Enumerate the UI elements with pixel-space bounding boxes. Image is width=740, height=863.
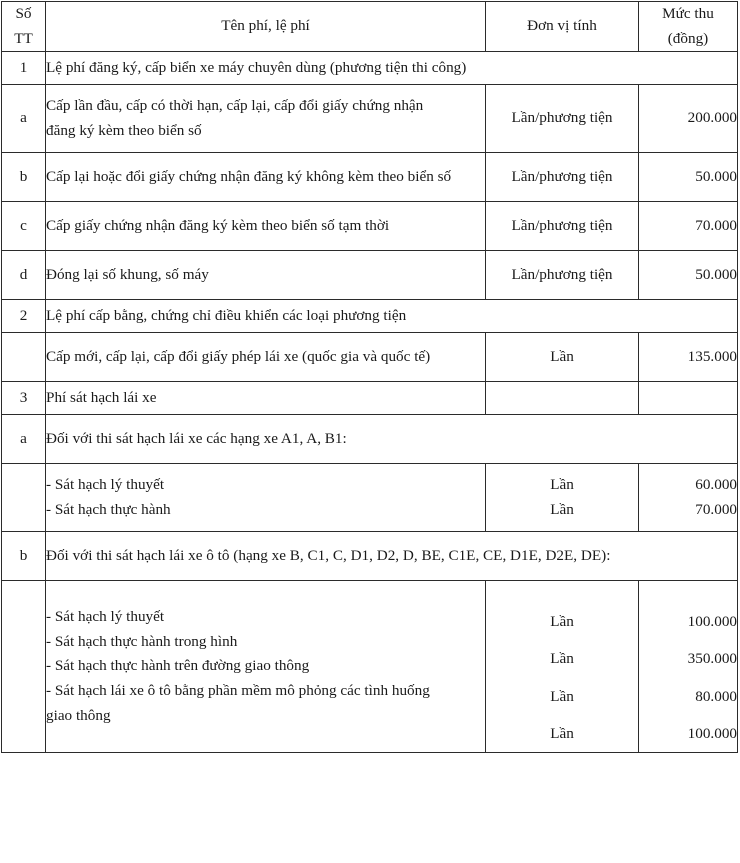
header-cell-amount	[639, 2, 738, 52]
row-stt: a	[2, 85, 46, 153]
row-stt: 1	[2, 52, 46, 85]
header-amount-line1: Mức thu	[662, 5, 714, 22]
table-row-3b-items	[2, 581, 738, 753]
row-unit-item: Lần	[550, 500, 574, 518]
row-name: Lệ phí đăng ký, cấp biển xe máy chuyên dùng (phương tiện thi công)	[46, 52, 738, 85]
row-amount: 50.000	[639, 251, 738, 300]
table-header	[2, 2, 738, 52]
table-row-1d	[2, 251, 738, 300]
row-unit: Lần/phương tiện	[486, 153, 639, 202]
row-stt: c	[2, 202, 46, 251]
row-stt: 2	[2, 300, 46, 333]
row-name: Đóng lại số khung, số máy	[46, 251, 486, 300]
row-amount	[639, 581, 738, 753]
row-amount-item: 80.000	[695, 687, 737, 705]
row-amount-item: 100.000	[687, 724, 737, 742]
row-unit: Lần/phương tiện	[486, 85, 639, 153]
table-row-3b	[2, 532, 738, 581]
row-name-item: - Sát hạch thực hành trong hình	[46, 632, 238, 650]
row-name-item: - Sát hạch lý thuyết	[46, 476, 165, 494]
row-unit	[486, 464, 639, 532]
row-unit	[486, 581, 639, 753]
row-name-item: - Sát hạch thực hành trên đường giao thông	[46, 657, 310, 675]
row-amount-item: 100.000	[687, 613, 737, 631]
row-amount: 50.000	[639, 153, 738, 202]
row-name: Cấp lại hoặc đổi giấy chứng nhận đăng ký không kèm theo biển số	[46, 153, 486, 202]
row-amount-item: 350.000	[687, 650, 737, 668]
row-amount-item: 70.000	[695, 500, 737, 518]
row-unit-item: Lần	[550, 613, 574, 631]
row-unit: Lần/phương tiện	[486, 251, 639, 300]
row-name: Phí sát hạch lái xe	[46, 382, 486, 415]
header-cell-unit: Đơn vị tính	[486, 2, 639, 52]
row-name	[46, 581, 486, 753]
row-name-line2: đăng ký kèm theo biển số	[46, 121, 202, 139]
table-row-3a	[2, 415, 738, 464]
row-amount	[639, 382, 738, 415]
row-name-item: - Sát hạch lái xe ô tô bằng phần mềm mô phỏng các tình huống	[46, 682, 430, 700]
row-unit	[486, 382, 639, 415]
row-stt: 3	[2, 382, 46, 415]
row-name	[46, 85, 486, 153]
row-amount	[639, 464, 738, 532]
row-unit-item: Lần	[550, 724, 574, 742]
header-stt-line1: Số	[15, 5, 32, 22]
row-amount-item: 60.000	[695, 476, 737, 494]
row-stt	[2, 581, 46, 753]
header-cell-name: Tên phí, lệ phí	[46, 2, 486, 52]
row-stt	[2, 464, 46, 532]
table-row-2a	[2, 333, 738, 382]
row-name: Đối với thi sát hạch lái xe các hạng xe A1, A, B1:	[46, 415, 738, 464]
table-row-group-3	[2, 382, 738, 415]
row-name-item: giao thông	[46, 706, 111, 724]
row-amount: 70.000	[639, 202, 738, 251]
table-row-3a-items	[2, 464, 738, 532]
header-cell-stt	[2, 2, 46, 52]
row-stt: d	[2, 251, 46, 300]
row-name	[46, 464, 486, 532]
row-name: Đối với thi sát hạch lái xe ô tô (hạng xe B, C1, C, D1, D2, D, BE, C1E, CE, D1E, D2E, DE):	[46, 532, 738, 581]
row-name: Cấp mới, cấp lại, cấp đổi giấy phép lái xe (quốc gia và quốc tế)	[46, 333, 486, 382]
row-unit: Lần/phương tiện	[486, 202, 639, 251]
row-amount: 200.000	[639, 85, 738, 153]
fee-schedule-table	[1, 1, 738, 753]
row-stt	[2, 333, 46, 382]
table-row-group-1	[2, 52, 738, 85]
header-amount-line2: (đồng)	[667, 29, 709, 47]
row-amount: 135.000	[639, 333, 738, 382]
row-stt: b	[2, 532, 46, 581]
header-stt-line2: TT	[14, 29, 33, 47]
row-unit: Lần	[486, 333, 639, 382]
header-row	[2, 2, 738, 52]
table-row-1c	[2, 202, 738, 251]
row-name-item: - Sát hạch lý thuyết	[46, 608, 165, 626]
row-unit-item: Lần	[550, 687, 574, 705]
row-unit-item: Lần	[550, 476, 574, 494]
row-name: Cấp giấy chứng nhận đăng ký kèm theo biển số tạm thời	[46, 202, 486, 251]
row-name: Lệ phí cấp bằng, chứng chỉ điều khiển các loại phương tiện	[46, 300, 738, 333]
table-row-1a	[2, 85, 738, 153]
row-stt: b	[2, 153, 46, 202]
row-name-line1: Cấp lần đầu, cấp có thời hạn, cấp lại, cấp đổi giấy chứng nhận	[46, 97, 424, 115]
row-unit-item: Lần	[550, 650, 574, 668]
row-stt: a	[2, 415, 46, 464]
table-body	[2, 52, 738, 753]
table-row-1b	[2, 153, 738, 202]
table-row-group-2	[2, 300, 738, 333]
row-name-item: - Sát hạch thực hành	[46, 500, 171, 518]
